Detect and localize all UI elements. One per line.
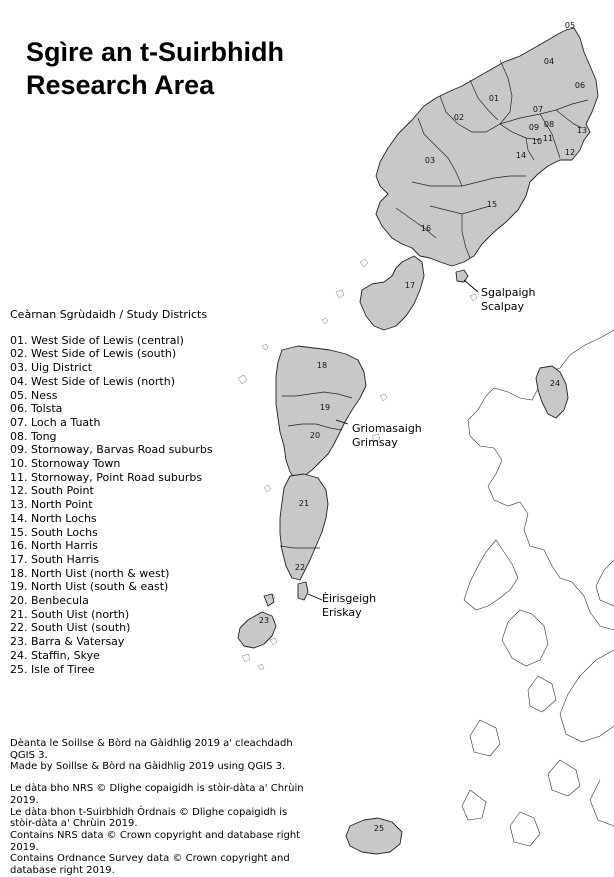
district-label: 01 <box>488 94 500 103</box>
island-labels <box>319 286 536 619</box>
scalpay-island <box>456 270 468 282</box>
district-label: 17 <box>404 281 416 290</box>
district-label: 11 <box>542 134 554 143</box>
district-label: 08 <box>543 120 555 129</box>
legend-item: 16. North Harris <box>10 539 98 553</box>
credit-os-english: Contains Ordnance Survey data © Crown copyright and database right 2019. <box>10 853 290 877</box>
legend-item: 12. South Point <box>10 484 94 498</box>
grimsay-label-gd: Griomasaigh <box>352 422 422 435</box>
legend-item: 18. North Uist (north & west) <box>10 566 170 580</box>
map-title <box>26 36 284 102</box>
legend-item: 06. Tolsta <box>10 402 63 416</box>
district-label: 25 <box>373 824 385 833</box>
legend-item: 01. West Side of Lewis (central) <box>10 333 184 347</box>
legend-item: 03. Uig District <box>10 361 93 375</box>
district-label: 06 <box>574 81 586 90</box>
legend-item: 08. Tong <box>10 429 57 443</box>
district-label: 04 <box>543 57 555 66</box>
district-label: 21 <box>298 499 310 508</box>
credits-spacer <box>10 773 315 783</box>
south-harris <box>360 256 424 330</box>
district-label: 07 <box>532 105 544 114</box>
district-label: 03 <box>424 156 436 165</box>
district-label: 02 <box>453 113 465 122</box>
district-label: 22 <box>294 563 306 572</box>
district-label: 24 <box>549 379 561 388</box>
eriskay-label-en: Eriskay <box>322 606 362 619</box>
legend <box>10 308 213 676</box>
district-label: 15 <box>486 200 498 209</box>
credit-made-by-gaelic: Dèanta le Soillse & Bòrd na Gàidhlig 2019 a' cleachdadh QGIS 3. <box>10 738 293 761</box>
district-label: 23 <box>258 616 270 625</box>
legend-item: 02. West Side of Lewis (south) <box>10 347 177 361</box>
legend-item: 23. Barra & Vatersay <box>10 635 125 649</box>
district-label: 20 <box>309 431 321 440</box>
district-label: 14 <box>515 151 527 160</box>
lewis-harris <box>376 28 598 266</box>
district-label: 12 <box>564 148 576 157</box>
legend-item: 21. South Uist (north) <box>10 607 130 621</box>
uists <box>276 346 366 600</box>
legend-list <box>10 334 213 677</box>
legend-item: 20. Benbecula <box>10 594 89 608</box>
map-title-gaelic: Sgìre an t-Suirbhidh <box>26 37 285 67</box>
credits <box>10 738 315 877</box>
legend-item: 15. South Lochs <box>10 525 98 539</box>
legend-item: 22. South Uist (south) <box>10 621 131 635</box>
legend-item: 25. Isle of Tiree <box>10 662 95 676</box>
credit-made-by-english: Made by Soillse & Bòrd na Gàidhlig 2019 using QGIS 3. <box>10 761 286 773</box>
legend-item: 13. North Point <box>10 498 93 512</box>
legend-item: 24. Staffin, Skye <box>10 648 100 662</box>
district-label: 13 <box>576 126 588 135</box>
legend-item: 11. Stornoway, Point Road suburbs <box>10 470 203 484</box>
grimsay-label-en: Grimsay <box>352 436 398 449</box>
eriskay-label-gd: Èirisgeigh <box>322 592 377 605</box>
legend-heading: Ceàrnan Sgrùdaidh / Study Districts <box>10 308 208 321</box>
mainland-coastline <box>462 330 614 846</box>
legend-item: 14. North Lochs <box>10 511 97 525</box>
legend-item: 10. Stornoway Town <box>10 457 121 471</box>
legend-item: 07. Loch a Tuath <box>10 415 101 429</box>
eriskay-leader-line <box>308 594 322 600</box>
district-label: 18 <box>316 361 328 370</box>
scalpay-label-gd: Sgalpaigh <box>481 286 536 299</box>
district-label: 16 <box>420 224 432 233</box>
legend-item: 04. West Side of Lewis (north) <box>10 374 175 388</box>
credit-nrs-gaelic: Le dàta bho NRS © Dlighe copaigidh is stòir-dàta a' Chrùin 2019. <box>10 783 304 806</box>
district-label: 19 <box>319 403 331 412</box>
legend-item: 05. Ness <box>10 388 58 402</box>
district-label: 09 <box>528 123 540 132</box>
credit-nrs-english: Contains NRS data © Crown copyright and database right 2019. <box>10 829 301 853</box>
map-title-english: Research Area <box>26 70 215 100</box>
staffin-skye <box>536 366 568 418</box>
scalpay-leader-line <box>464 280 478 292</box>
legend-item: 19. North Uist (south & east) <box>10 580 169 594</box>
district-label: 05 <box>564 21 576 30</box>
legend-item: 09. Stornoway, Barvas Road suburbs <box>10 443 213 457</box>
legend-item: 17. South Harris <box>10 552 100 566</box>
district-label: 10 <box>531 137 543 146</box>
credit-os-gaelic: Le dàta bhon t-Suirbhidh Òrdnais © Dlighe copaigidh is stòir-dàta a' Chrùin 2019. <box>10 806 288 830</box>
scalpay-label-en: Scalpay <box>481 300 525 313</box>
